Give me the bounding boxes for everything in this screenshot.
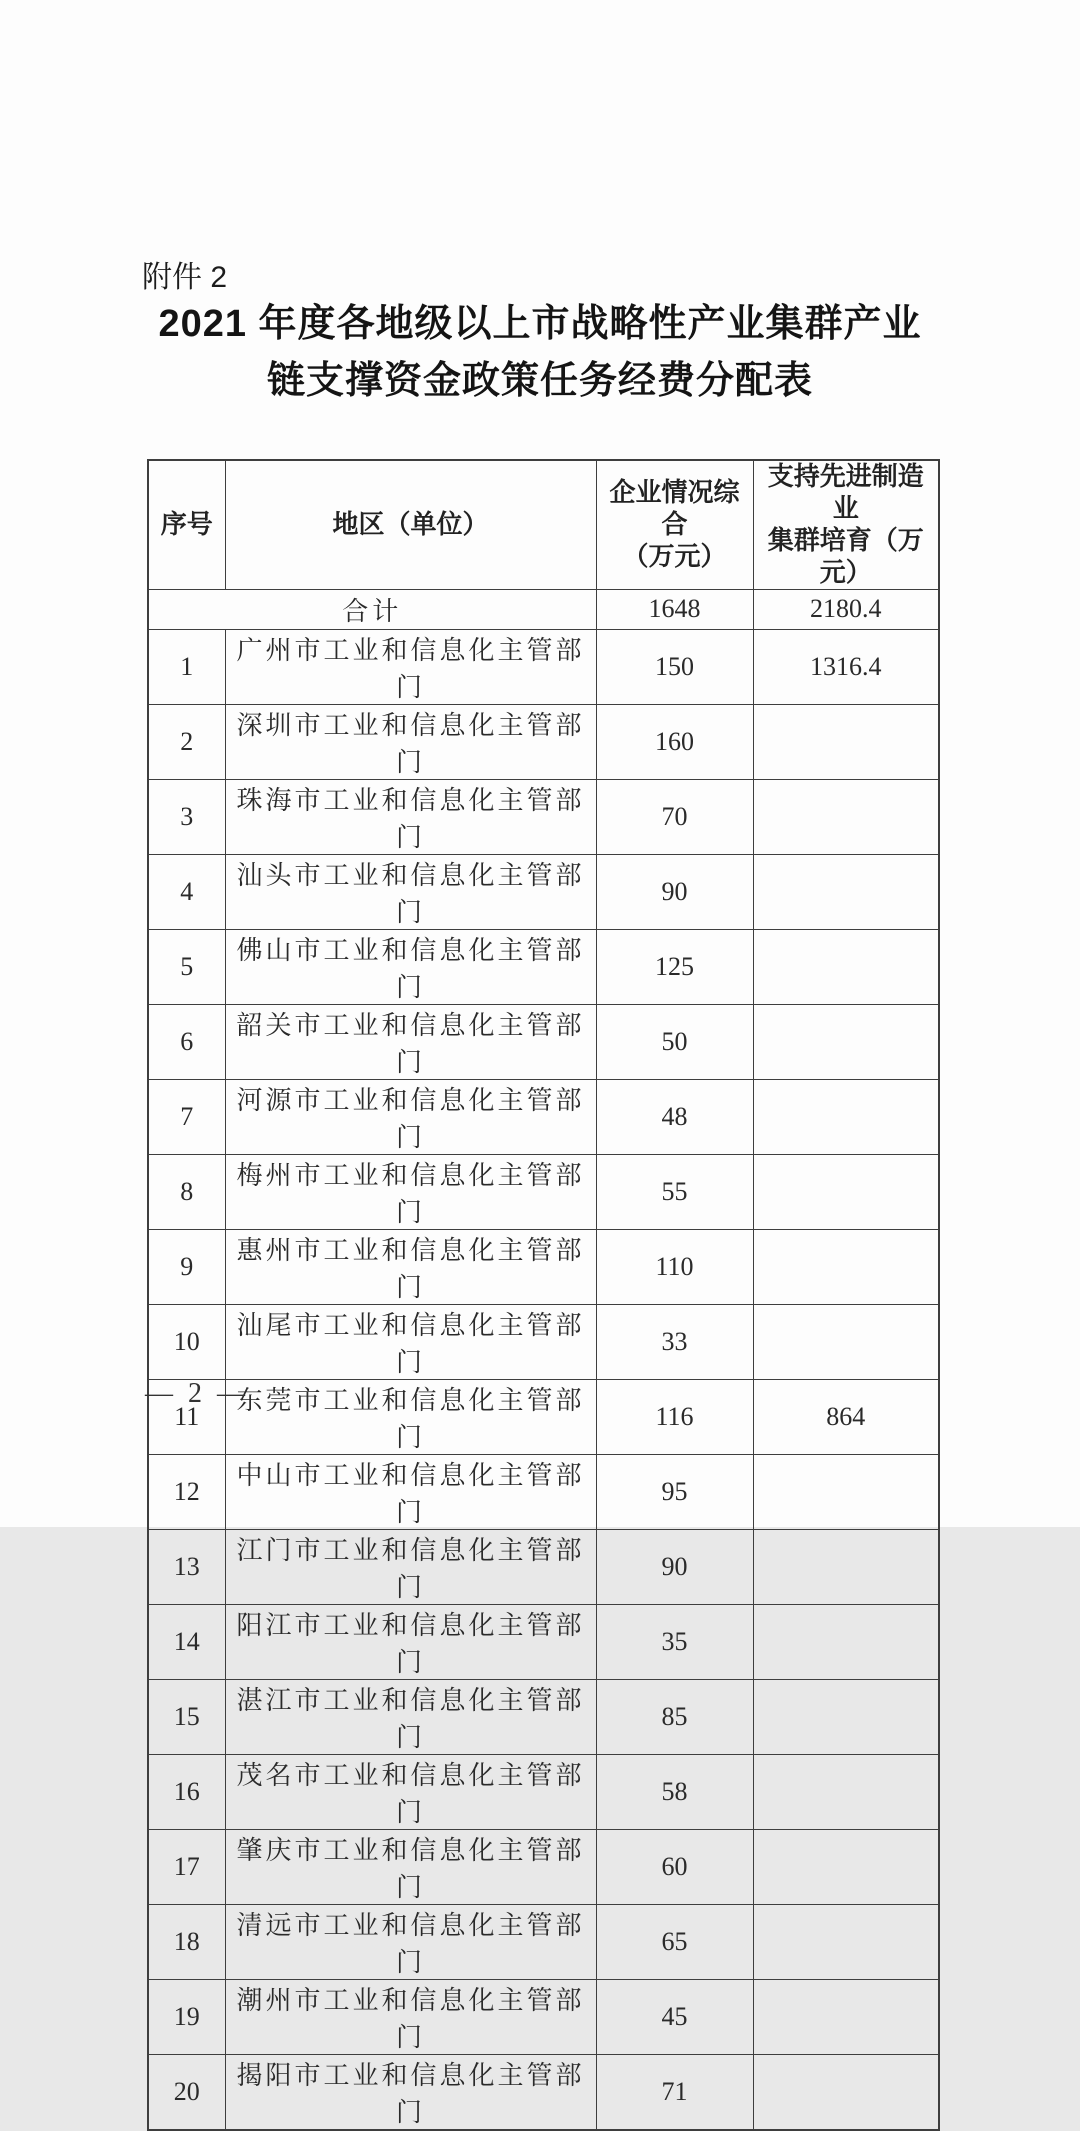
amount-comprehensive: 55 [596, 1154, 753, 1229]
region-name: 佛山市工业和信息化主管部门 [225, 929, 596, 1004]
row-number: 15 [148, 1679, 225, 1754]
region-name: 阳江市工业和信息化主管部门 [225, 1604, 596, 1679]
amount-cluster [753, 854, 939, 929]
region-name: 东莞市工业和信息化主管部门 [225, 1379, 596, 1454]
col-header-cluster [753, 460, 939, 590]
page-number: — 2 — [145, 1378, 249, 1409]
row-number: 14 [148, 1604, 225, 1679]
region-name: 汕尾市工业和信息化主管部门 [225, 1304, 596, 1379]
row-number: 10 [148, 1304, 225, 1379]
row-number: 19 [148, 1979, 225, 2054]
row-number: 12 [148, 1454, 225, 1529]
total-row [148, 590, 939, 630]
table-row [148, 929, 939, 1004]
row-number: 17 [148, 1829, 225, 1904]
row-number: 1 [148, 629, 225, 704]
amount-cluster [753, 1229, 939, 1304]
attachment-label: 附件 2 [142, 261, 228, 294]
row-number: 3 [148, 779, 225, 854]
amount-cluster [753, 1979, 939, 2054]
region-name: 江门市工业和信息化主管部门 [225, 1529, 596, 1604]
amount-comprehensive: 85 [596, 1679, 753, 1754]
amount-comprehensive: 60 [596, 1829, 753, 1904]
table-row [148, 1304, 939, 1379]
col-header-region: 地区（单位） [225, 460, 596, 590]
table-row [148, 1604, 939, 1679]
amount-cluster [753, 1454, 939, 1529]
amount-cluster [753, 704, 939, 779]
region-name: 珠海市工业和信息化主管部门 [225, 779, 596, 854]
region-name: 广州市工业和信息化主管部门 [225, 629, 596, 704]
table-row [148, 1904, 939, 1979]
table-body [148, 590, 939, 2130]
region-name: 河源市工业和信息化主管部门 [225, 1079, 596, 1154]
col-header-comprehensive-line-2: （万元） [622, 542, 727, 571]
amount-cluster [753, 2054, 939, 2130]
amount-comprehensive: 71 [596, 2054, 753, 2130]
amount-cluster [753, 1079, 939, 1154]
table-row [148, 1079, 939, 1154]
total-amount-comprehensive: 1648 [596, 590, 753, 630]
col-header-comprehensive [596, 460, 753, 590]
amount-comprehensive: 160 [596, 704, 753, 779]
row-number: 5 [148, 929, 225, 1004]
region-name: 湛江市工业和信息化主管部门 [225, 1679, 596, 1754]
amount-comprehensive: 125 [596, 929, 753, 1004]
document-title-line-1: 2021 年度各地级以上市战略性产业集群产业 [158, 303, 922, 345]
row-number: 2 [148, 704, 225, 779]
row-number: 16 [148, 1754, 225, 1829]
row-number: 8 [148, 1154, 225, 1229]
table-row [148, 779, 939, 854]
allocation-table [147, 459, 940, 2131]
table-row [148, 1754, 939, 1829]
row-number: 11 [148, 1379, 225, 1454]
amount-comprehensive: 95 [596, 1454, 753, 1529]
row-number: 7 [148, 1079, 225, 1154]
row-number: 20 [148, 2054, 225, 2130]
table-row [148, 704, 939, 779]
table-row [148, 1529, 939, 1604]
amount-comprehensive: 65 [596, 1904, 753, 1979]
amount-comprehensive: 58 [596, 1754, 753, 1829]
table-row [148, 1454, 939, 1529]
amount-cluster [753, 1604, 939, 1679]
region-name: 清远市工业和信息化主管部门 [225, 1904, 596, 1979]
table-row [148, 1154, 939, 1229]
amount-cluster: 1316.4 [753, 629, 939, 704]
row-number: 9 [148, 1229, 225, 1304]
table-row [148, 1229, 939, 1304]
amount-comprehensive: 90 [596, 854, 753, 929]
amount-comprehensive: 45 [596, 1979, 753, 2054]
amount-cluster [753, 1154, 939, 1229]
amount-cluster [753, 1829, 939, 1904]
row-number: 4 [148, 854, 225, 929]
amount-comprehensive: 48 [596, 1079, 753, 1154]
amount-cluster [753, 929, 939, 1004]
col-header-cluster-line-2: 集群培育（万元） [767, 526, 924, 587]
document-title [0, 296, 1080, 410]
row-number: 6 [148, 1004, 225, 1079]
document-title-line-2: 链支撑资金政策任务经费分配表 [266, 360, 813, 402]
region-name: 肇庆市工业和信息化主管部门 [225, 1829, 596, 1904]
amount-comprehensive: 70 [596, 779, 753, 854]
amount-comprehensive: 90 [596, 1529, 753, 1604]
amount-cluster [753, 1004, 939, 1079]
amount-cluster [753, 1679, 939, 1754]
amount-cluster [753, 779, 939, 854]
table-row [148, 1004, 939, 1079]
total-label: 合计 [148, 590, 596, 630]
amount-cluster [753, 1529, 939, 1604]
col-header-comprehensive-line-1: 企业情况综合 [609, 478, 740, 539]
region-name: 揭阳市工业和信息化主管部门 [225, 2054, 596, 2130]
region-name: 茂名市工业和信息化主管部门 [225, 1754, 596, 1829]
total-amount-cluster: 2180.4 [753, 590, 939, 630]
table-row [148, 1829, 939, 1904]
col-header-cluster-line-1: 支持先进制造业 [767, 462, 924, 523]
amount-cluster: 864 [753, 1379, 939, 1454]
region-name: 中山市工业和信息化主管部门 [225, 1454, 596, 1529]
region-name: 惠州市工业和信息化主管部门 [225, 1229, 596, 1304]
amount-comprehensive: 116 [596, 1379, 753, 1454]
region-name: 汕头市工业和信息化主管部门 [225, 854, 596, 929]
row-number: 13 [148, 1529, 225, 1604]
table-row [148, 1679, 939, 1754]
amount-cluster [753, 1304, 939, 1379]
table-header-row [148, 460, 939, 590]
amount-cluster [753, 1904, 939, 1979]
amount-comprehensive: 50 [596, 1004, 753, 1079]
table-row [148, 1379, 939, 1454]
row-number: 18 [148, 1904, 225, 1979]
amount-comprehensive: 110 [596, 1229, 753, 1304]
amount-cluster [753, 1754, 939, 1829]
table-row [148, 854, 939, 929]
table-row [148, 629, 939, 704]
table-row [148, 1979, 939, 2054]
amount-comprehensive: 35 [596, 1604, 753, 1679]
region-name: 梅州市工业和信息化主管部门 [225, 1154, 596, 1229]
table-row [148, 2054, 939, 2130]
region-name: 潮州市工业和信息化主管部门 [225, 1979, 596, 2054]
region-name: 深圳市工业和信息化主管部门 [225, 704, 596, 779]
amount-comprehensive: 150 [596, 629, 753, 704]
col-header-index: 序号 [148, 460, 225, 590]
amount-comprehensive: 33 [596, 1304, 753, 1379]
region-name: 韶关市工业和信息化主管部门 [225, 1004, 596, 1079]
